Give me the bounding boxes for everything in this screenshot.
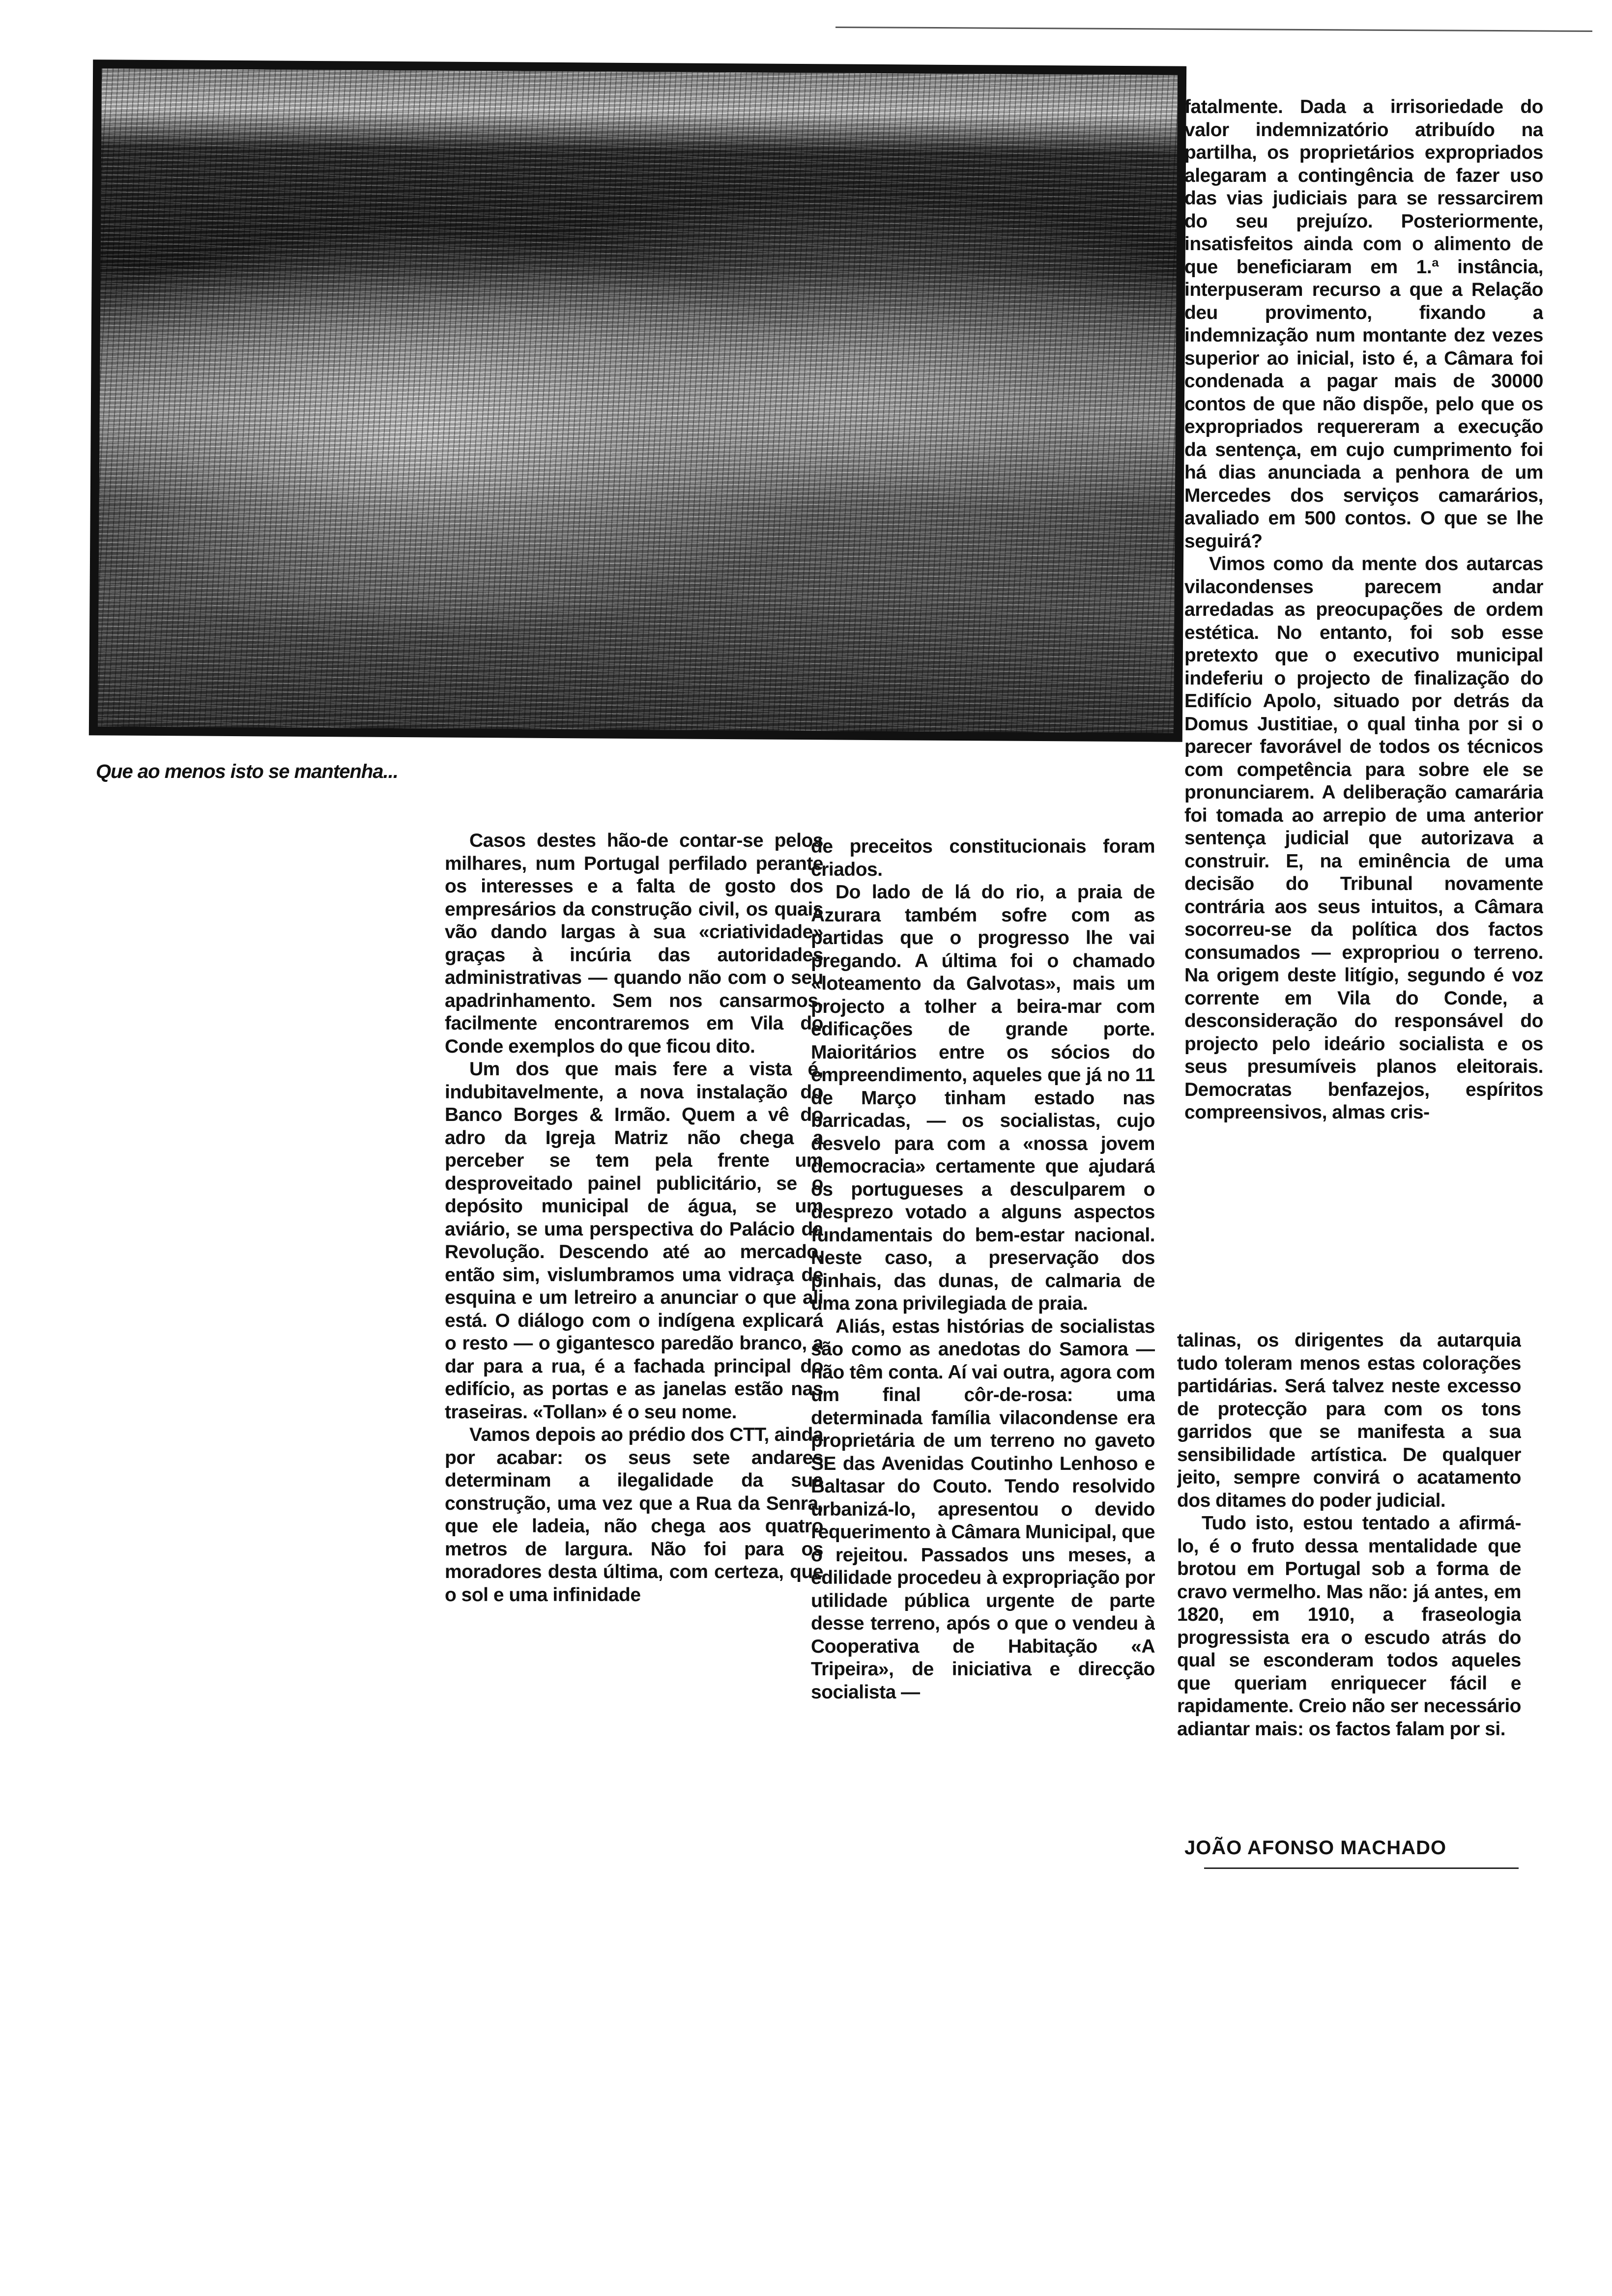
article-column-3-top bbox=[1184, 96, 1543, 1329]
photo-image bbox=[98, 68, 1178, 733]
top-rule bbox=[835, 27, 1592, 32]
paragraph: Do lado de lá do rio, a praia de Azurara também sofre com as partidas que o progresso lhe vai pregando. A última foi o chamado «loteamento da Galvotas», mais um projecto a tolher a beira-mar com edificações de grande porte. Maioritários entre os sócios do empreendimento, aqueles que já no 11 de Março tinham estado nas barricadas, — os socialistas, cujo desvelo para com a «nossa jovem democracia» certamente que ajudará os portugueses a desculparem o desprezo votado a alguns aspectos fundamentais do bem-estar nacional. Neste caso, a preservação dos pinhais, das dunas, de calmaria de uma zona privilegiada de praia. bbox=[811, 882, 1155, 1314]
paragraph: Vimos como da mente dos autarcas vilacondenses parecem andar arredadas as preocupações de ordem estética. No entanto, foi sob esse pretexto que o executivo municipal indeferiu o projecto de finalização do Edifício Apolo, situado por detrás da Domus Justitiae, o qual tinha por si o parecer favorável de todos os técnicos com competência para sobre ele se pronunciarem. A deliberação camarária foi tomada ao arrepio de uma anterior sentença judicial que autorizava a construir. E, na eminência de uma decisão do Tribunal novamente contrária aos seus intuitos, a Câmara socorreu-se da política dos factos consumados — expropriou o terreno. Na origem deste litígio, segundo é voz corrente em Vila do Conde, a desconsideração do responsável do projecto pelo ideário socialista e os seus presumíveis planos eleitorais. Democratas benfazejos, espíritos compreensivos, almas cris- bbox=[1184, 553, 1543, 1123]
paragraph: fatalmente. Dada a irrisoriedade do valor indemnizatório atribuído na partilha, os proprietários expropriados alegaram a contingência de fazer uso das vias judiciais para se ressarcirem do seu prejuízo. Posteriormente, insatisfeitos ainda com o alimento de que beneficiaram em 1.ª instância, interpuseram recurso a que a Relação deu provimento, fixando a indemnização num montante dez vezes superior ao inicial, isto é, a Câmara foi condenada a pagar mais de 30000 contos de que não dispõe, pelo que os expropriados requereram a execução da sentença, em cujo cumprimento foi há dias anunciada a penhora de um Mercedes dos serviços camarários, avaliado em 500 contos. O que se lhe seguirá? bbox=[1184, 96, 1543, 552]
photo-texture bbox=[98, 68, 1178, 733]
paragraph: Casos destes hão-de contar-se pelos milhares, num Portugal perfilado perante os interesses e a falta de gosto dos empresários da construção civil, os quais vão dando largas à sua «criatividade» graças à incúria das autoridades administrativas — quando não com o seu apadrinhamento. Sem nos cansarmos, facilmente encontraremos em Vila do Conde exemplos do que ficou dito. bbox=[445, 830, 823, 1057]
author-signature: JOÃO AFONSO MACHADO bbox=[1184, 1837, 1447, 1859]
paragraph: Vamos depois ao prédio dos CTT, ainda por acabar: os seus sete andares determinam a ilegalidade da sua construção, uma vez que a Rua da Senra, que ele ladeia, não chega aos quatro metros de largura. Não foi para os moradores desta última, com certeza, que o sol e uma infinidade bbox=[445, 1424, 823, 1606]
article-column-2 bbox=[811, 835, 1155, 1853]
paragraph: Aliás, estas histórias de socialistas são como as anedotas do Samora — não têm conta. Aí vai outra, agora com um final côr-de-rosa: uma determinada família vilacondense era proprietária de um terreno no gaveto SE das Avenidas Coutinho Lenhoso e Baltasar do Couto. Tendo resolvido urbanizá-lo, apresentou o devido requerimento à Câmara Municipal, que o rejeitou. Passados uns meses, a edilidade procedeu à expropriação por utilidade pública urgente de parte desse terreno, após o que o vendeu à Cooperativa de Habitação «A Tripeira», de iniciativa e direcção socialista — bbox=[811, 1316, 1155, 1703]
signature-rule bbox=[1204, 1867, 1519, 1869]
paragraph: Tudo isto, estou tentado a afirmá-lo, é o fruto dessa mentalidade que brotou em Portugal sob a forma de cravo vermelho. Mas não: já antes, em 1820, em 1910, a fraseologia progressista era o escudo atrás do qual se esconderam todos aqueles que queriam enriquecer fácil e rapidamente. Creio não ser necessário adiantar mais: os factos falam por si. bbox=[1177, 1513, 1521, 1740]
article-column-3-bottom bbox=[1177, 1329, 1521, 1850]
paragraph: talinas, os dirigentes da autarquia tudo toleram menos estas colorações partidárias. Será talvez neste excesso de protecção para com os tons garridos que se manifesta a sua sensibilidade artística. De qualquer jeito, sempre convirá o acatamento dos ditames do poder judicial. bbox=[1177, 1330, 1521, 1511]
paragraph: Um dos que mais fere a vista é, indubitavelmente, a nova instalação do Banco Borges & Irmão. Quem a vê do adro da Igreja Matriz não chega a perceber se tem pela frente um desproveitado painel publicitário, se o depósito municipal de água, se um aviário, se uma perspectiva do Palácio da Revolução. Descendo até ao mercado, então sim, vislumbramos uma vidraça de esquina e um letreiro a anunciar o que ali está. O diálogo com o indígena explicará o resto — o gigantesco paredão branco, a dar para a rua, é a fachada principal do edifício, as portas e as janelas estão nas traseiras. «Tollan» é o seu nome. bbox=[445, 1059, 823, 1423]
article-column-1 bbox=[445, 830, 823, 1852]
paragraph: de preceitos constitucionais foram criados. bbox=[811, 836, 1155, 880]
landscape-photo bbox=[89, 59, 1186, 742]
photo-caption: Que ao menos isto se mantenha... bbox=[96, 761, 398, 782]
